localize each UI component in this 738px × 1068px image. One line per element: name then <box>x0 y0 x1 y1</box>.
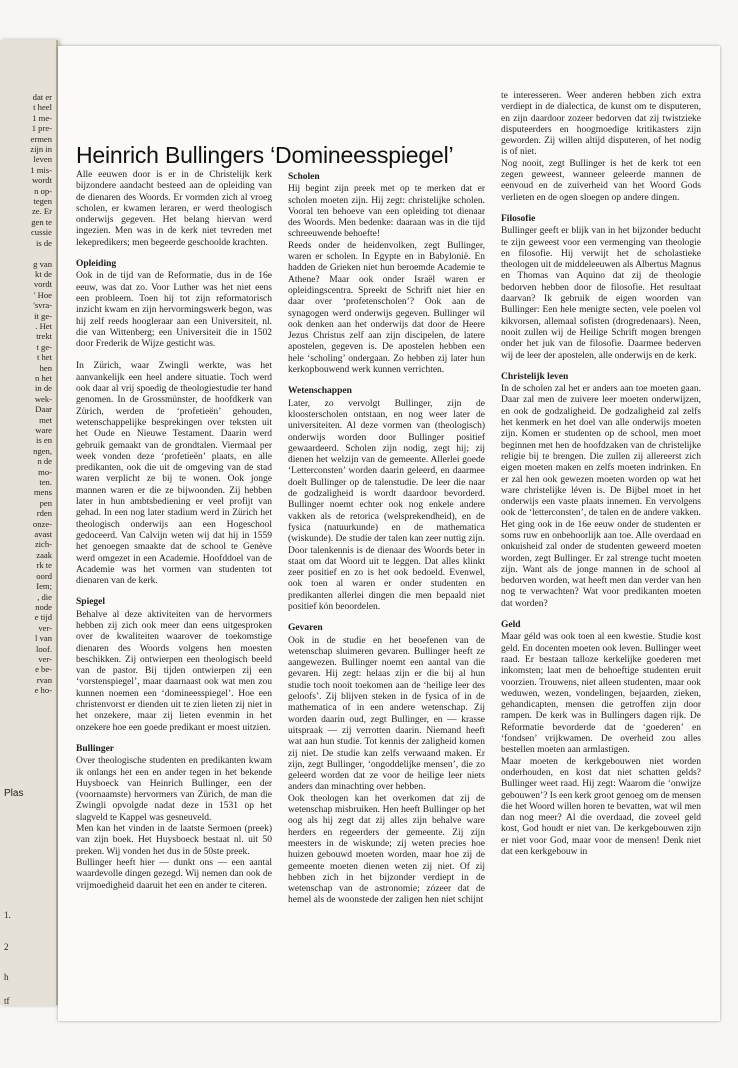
previous-page-number: 2 <box>4 942 9 952</box>
heading-geld: Geld <box>501 620 521 631</box>
previous-page-fragment: Daar <box>35 404 52 415</box>
paragraph: Maar moeten de kerkgebouwen niet worden onderhouden, en kost dat niet schatten gelds? Bullinger weet raad. Hij zegt: Waarom die ‘onwijze gebouwen’? Is een kerk groot genoeg om de mensen die het Woord willen horen te bevatten, wat wil men dan nog meer? Al die overdaad, die zoveel geld kost, God houdt er niet van. De kerkgebouwen zijn er niet voor God, maar voor de mensen! Denk niet dat een kerkgebouw in <box>501 756 701 857</box>
previous-page-fragment: 1 pre- <box>31 123 52 134</box>
previous-page-fragment: pen <box>39 497 52 508</box>
previous-page-text <box>30 92 56 696</box>
previous-page-fragment: wek- <box>34 393 52 404</box>
previous-page-fragment: wordt <box>31 175 52 186</box>
previous-page-fragment: avast <box>34 529 52 540</box>
previous-page-fragment: node <box>35 601 52 612</box>
previous-page-fragment: e ho- <box>34 685 52 696</box>
previous-page-fragment: n het <box>35 372 52 383</box>
paragraph: Bullinger geeft er blijk van in het bijzonder beducht te zijn geweest voor een vermenging van theologie en filosofie. Hij verwijt het de scholastieke theologen uit de middeleeuwen als Albertus Magnus en Thomas van Aquino dat zij de theologie bedorven hebben door de filosofie. Het resultaat daarvan? Ik gebruik de eigen woorden van Bullinger: Een hele menigte secten, vele poelen vol kikvorsen, allemaal sofisten (drogredenaars). Neen, nooit zullen wij de Heilige Schrift mogen brengen onder het juk van de filosofie. Daarmee bederven wij de leer der apostelen, alle onderwijs en de kerk. <box>501 226 701 361</box>
paragraph: Bullinger heeft hier — dunkt ons — een aantal waardevolle dingen gezegd. Wij nemen dan ook de vrijmoedigheid daaruit het een en ander te citeren. <box>76 857 272 891</box>
previous-page-fragment: rk te <box>36 560 52 571</box>
column-3 <box>501 91 701 858</box>
article-title: Heinrich Bullingers ‘Domineesspiegel’ <box>76 142 454 168</box>
previous-page-fragment: ver- <box>38 622 52 633</box>
previous-page-fragment: e tijd <box>34 612 52 623</box>
previous-page-fragment: t het <box>36 352 52 363</box>
previous-page-fragment: 'svra- <box>33 300 52 311</box>
previous-page-fragment: kt de <box>35 268 52 279</box>
column-2 <box>288 172 485 907</box>
previous-page-fragment: rden <box>36 508 52 519</box>
paragraph: te interesseren. Weer anderen hebben zich extra verdiept in de dialectica, de kunst om te disputeren, en zijn daardoor zozeer bedorven dat zij twistzieke disputeerders en hoogmoedige kritikasters zijn geworden. Zij willen altijd disputeren, of het nodig is of niet. <box>501 91 701 158</box>
heading-opleiding: Opleiding <box>76 259 117 270</box>
paragraph: Later, zo vervolgt Bullinger, zijn de kloosterscholen ontstaan, en nog weer later de universiteiten. Al deze vormen van (theologisch) onderwijs worden door Bullinger positief gewaardeerd. Scholen zijn nodig, zegt hij; zij dienen het welzijn van de gemeente. Allerlei goede ‘Letterconsten’ worden daarin geleerd, en daarmee doelt Bullinger op de talenstudie. De leer die naar de godzaligheid is wordt daardoor bevorderd. Bullinger noemt echter ook nog enkele andere vakken als de retorica (welsprekendheid), en de fysica (natuurkunde) en de mathematica (wiskunde). De studie der talen kan zeer nuttig zijn. Door talenkennis is de dienaar des Woords beter in staat om dat Woord uit te leggen. Dat alles klinkt zeer positief en zo is het ook bedoeld. Evenwel, ook toen al waren er onder studenten en predikanten allerlei dingen die men bepaald niet positief kón beoordelen. <box>288 398 485 612</box>
paragraph: Nog nooit, zegt Bullinger is het de kerk tot een zegen geweest, wanneer geleerde mannen de eenvoud en de zuiverheid van het Woord Gods verlieten en de ogen sloegen op andere dingen. <box>501 158 701 203</box>
previous-page-fragment: leven <box>33 154 52 165</box>
previous-page-fragment <box>30 248 56 258</box>
previous-page-fragment: in de <box>35 383 52 394</box>
paragraph: In Zürich, waar Zwingli werkte, was het aanvankelijk een heel andere situatie. Toch werd ook daar al vrij spoedig de theologiestudie ter hand genomen. In de Grossmünster, de hoofdkerk van Zürich, werden de ‘profetieën’ gehouden, wetenschappelijke besprekingen over teksten uit het Oude en Nieuwe Testament. Daarin werd gebruik gemaakt van de grondtalen. Viermaal per week vonden deze ‘profetieën’ plaats, en alle predikanten, ook die uit de omgeving van de stad waren verplicht ze bij te wonen. Ook jonge mannen waren er die ze bijwoonden. Zij hebben later in hun ambtsbediening er veel profijt van gehad. In een nog later stadium werd in Zürich het theologisch onderwijs aan een Hogeschool gedoceerd. Van Calvijn weten wij dat hij in 1559 het genoegen smaakte dat de school te Genève werd omgezet in een Academie. Hoofddoel van de Academie was het vormen van studenten tot dienaren van de kerk. <box>76 361 272 587</box>
previous-page-fragment: is en <box>36 435 52 446</box>
previous-page-fragment: mens <box>33 487 52 498</box>
previous-page-fragment: n op- <box>34 185 52 196</box>
heading-wetenschappen: Wetenschappen <box>288 386 352 397</box>
magazine-page <box>58 46 720 1021</box>
previous-page-fragment: vordt <box>33 279 52 290</box>
previous-page-fragment: mo- <box>38 466 52 477</box>
previous-page-fragment: cussie <box>30 227 52 238</box>
previous-page-number: 1. <box>4 910 11 920</box>
paragraph: Men kan het vinden in de laatste Sermoen (preek) van zijn boek. Het Huysboeck bestaat nl. uit 50 preken. Wij vonden het dus in de 50ste preek. <box>76 824 272 857</box>
previous-page-fragment: Iem; <box>36 581 52 592</box>
previous-page-fragment: gen te <box>31 216 52 227</box>
previous-page-fragment: ngen, <box>33 445 52 456</box>
previous-page-fragment: l van <box>35 633 52 644</box>
paragraph: Reeds onder de heidenvolken, zegt Bullinger, waren er scholen. In Egypte en in Babylonië. En hadden de Grieken niet hun beroemde Academie te Athene? Maar ook onder Israël waren er opleidingscentra. Spreekt de Schrift niet hier en daar over ‘profetenscholen’? Ook aan de synagogen werd onderwijs gegeven. Bullinger wil ook denken aan het onderwijs dat door de Heere Jezus Christus zelf aan zijn discipelen, de latere apostelen, gegeven is. De apostelen hebben een hele ‘scholing’ ondergaan. Zo hebben zij later hun kerkopbouwend werk kunnen verrichten. <box>288 240 485 376</box>
previous-page-fragment: t heel <box>33 102 52 113</box>
column-1 <box>76 170 272 892</box>
heading-scholen: Scholen <box>288 172 320 182</box>
previous-page-fragment: , die <box>37 591 52 602</box>
previous-page-edge <box>0 40 58 1005</box>
previous-page-fragment: t ge- <box>36 341 52 352</box>
heading-bullinger: Bullinger <box>76 743 115 754</box>
previous-page-fragment: rvan <box>36 674 52 685</box>
paragraph: Ook in de tijd van de Reformatie, dus in de 16e eeuw, was dat zo. Voor Luther was het niet eens een probleem. Toen hij tot zijn reformatorisch inzicht kwam en zijn hervormingswerk begon, was hij zelf reeds hoogleraar aan een Universiteit, nl. die van Wittenberg; een Universiteit die in 1502 door Frederik de Wijze gesticht was. <box>76 271 272 350</box>
previous-page-fragment: tegen <box>33 196 52 207</box>
paragraph: Behalve al deze aktiviteiten van de hervormers hebben zij zich ook meer dan eens uitgesproken over de kwaliteiten waarover de toekomstige dienaren des Woords volgens hen moesten beschikken. Zij ontwierpen een theologisch beeld van de pastor. Bij tijden ontwierpen zij een ‘vorstenspiegel’, maar daarnaast ook wat men zou kunnen noemen een ‘domineesspiegel’. Hoe een christenvorst er dienden uit te zien lieten zij niet in het onzekere, maar zij lieten evenmin in het onzekere hoe een goede predikant er moest uitzien. <box>76 609 272 733</box>
previous-page-label: Plas <box>4 788 24 799</box>
previous-page-fragment: ten. <box>39 477 52 488</box>
paragraph: In de scholen zal het er anders aan toe moeten gaan. Daar zal men de zuivere leer moeten onderwijzen, en ook de godzaligheid. De godzaligheid zal zelfs het kenmerk en het doel van alle onderwijs moeten zijn. Komen er studenten op de school, men moet beginnen met hen de hoofdzaken van de christelijke religie bij te brengen. Die zullen zij allereerst zich eigen moeten maken en zelfs moeten indrinken. En er zal hen ook gewezen moeten worden op wat het ware christelijke léven is. De Bijbel moet in het onderwijs een vaste plaats innemen. En vervolgens ook de ‘letterconsten’, de talen en de andere vakken. <box>501 384 701 519</box>
previous-page-fragment: is de <box>36 237 52 248</box>
previous-page-fragment: loof. <box>36 643 52 654</box>
previous-page-fragment: met <box>39 414 52 425</box>
intro-paragraph: Alle eeuwen door is er in de Christelijk kerk bijzondere aandacht besteed aan de opleiding van de dienaren des Woords. Er vormden zich al vroeg scholen, er kwamen leraren, er werd theologisch onderwijs gegeven. Het belang hiervan werd ingezien. Men was in de kerk niet tevreden met lekepredikers; men begeerde geschoolde krachten. <box>76 170 272 248</box>
previous-page-fragment: zijn in <box>30 144 52 155</box>
previous-page-number: h <box>4 972 9 982</box>
previous-page-number: tf <box>4 996 10 1005</box>
paragraph: Het ging ook in de 16e eeuw onder de studenten er soms ruw en onbehoorlijk aan toe. Alle overdaad en onkuisheid zal onder de studenten geweerd moeten worden, zegt Bullinger. Er zal strenge tucht moeten zijn. Want als de jonge mannen in de school al bedorven worden, wat heeft men dan verder van hen nog te verwachten? Wat voor predikanten moeten dat worden? <box>501 519 701 609</box>
previous-page-fragment: ' Hoe <box>33 289 52 300</box>
heading-christelijk-leven: Christelijk leven <box>501 371 569 382</box>
previous-page-fragment: it ge- <box>34 310 52 321</box>
previous-page-fragment: . Het <box>35 320 52 331</box>
previous-page-fragment: trekt <box>36 331 52 342</box>
previous-page-fragment: 1 mis- <box>30 164 52 175</box>
previous-page-fragment: ze. Er <box>31 206 52 217</box>
previous-page-fragment: 1 me- <box>32 112 52 123</box>
previous-page-fragment: n de <box>37 456 52 467</box>
paragraph: Over theologische studenten en predikanten kwam ik onlangs het een en ander tegen in het bekende Huysboeck van Heinrich Bullinger, een der (voornaamste) hervormers van Zürich, de man die Zwingli opvolgde nadat deze in 1531 op het slagveld te Kappel was gesneuveld. <box>76 756 272 823</box>
previous-page-fragment: onze- <box>32 518 52 529</box>
previous-page-fragment: oord <box>36 570 52 581</box>
previous-page-fragment: e be- <box>35 664 52 675</box>
previous-page-fragment: dat er <box>32 92 52 102</box>
previous-page-fragment: ware <box>35 425 52 435</box>
paragraph: Ook in de studie en het beoefenen van de wetenschap sluimeren gevaren. Bullinger heeft ze aangewezen. Bullinger noemt een aantal van die gevaren. Hij zegt: helaas zijn er die bij al hun studie toch nooit toekomen aan de ‘heilige leer des geloofs’. Zij blijven steken in de fysica of in de mathematica of in een andere wetenschap. Zij worden daarin oud, zegt Bullinger, en — krasse uitspraak — zij verrotten daarin. Niemand heeft wat aan hun studie. Tot kennis der zaligheid komen zij niet. De studie kan zelfs verwaand maken. Er zijn, zegt Bullinger, ‘ongoddelijke mensen’, die zo geleerd worden dat ze voor de heilige leer niets anders dan minachting over hebben. <box>288 635 485 793</box>
previous-page-fragment: ermen <box>30 133 52 144</box>
previous-page-fragment: ver- <box>38 653 52 664</box>
previous-page-fragment: zaak <box>36 549 52 560</box>
heading-gevaren: Gevaren <box>288 623 323 634</box>
paragraph: Maar géld was ook toen al een kwestie. Studie kost geld. En docenten moeten ook leven. Bullinger weet raad. Er bestaan talloze kerkelijke goederen met inkomsten; laat men de behoeftige studenten eruit voorzien. Trouwens, niet alleen studenten, maar ook weduwen, wezen, vondelingen, bejaarden, zieken, gehandicapten, mensen die getroffen zijn door rampen. De kerk was in Bullingers dagen rijk. De Reformatie bevorderde dat de ‘goederen’ en ‘fondsen’ vrijkwamen. De overheid zou alles bestellen moeten aan armlastigen. <box>501 632 701 756</box>
heading-filosofie: Filosofie <box>501 213 536 224</box>
previous-page-fragment: hen <box>39 362 52 373</box>
paragraph: Ook theologen kan het overkomen dat zij de wetenschap misbruiken. Hen heeft Bullinger op het oog als hij zegt dat zij alles zijn behalve ware herders en regeerders der gemeente. Zij zijn meesters in de wiskunde; zij weten precies hoe huizen gebouwd moeten worden, maar hoe zij de gemeente moeten dienen weten zij niet. Of zij hebben zich in het bijzonder verdiept in de wetenschap van de astronomie; zózeer dat de hemel als de woonstede der zaligen hen niet schijnt <box>288 793 485 906</box>
previous-page-fragment: zich- <box>34 539 52 550</box>
paragraph: Hij begint zijn preek met op te merken dat er scholen moeten zijn. Hij zegt: christelijke scholen. Vooral ten behoeve van een opleiding tot dienaar des Woords. Men bedenke: daaraan was in die tijd schreeuwende behoefte! <box>288 184 485 240</box>
heading-spiegel: Spiegel <box>76 597 106 608</box>
previous-page-fragment: g van <box>33 258 52 269</box>
